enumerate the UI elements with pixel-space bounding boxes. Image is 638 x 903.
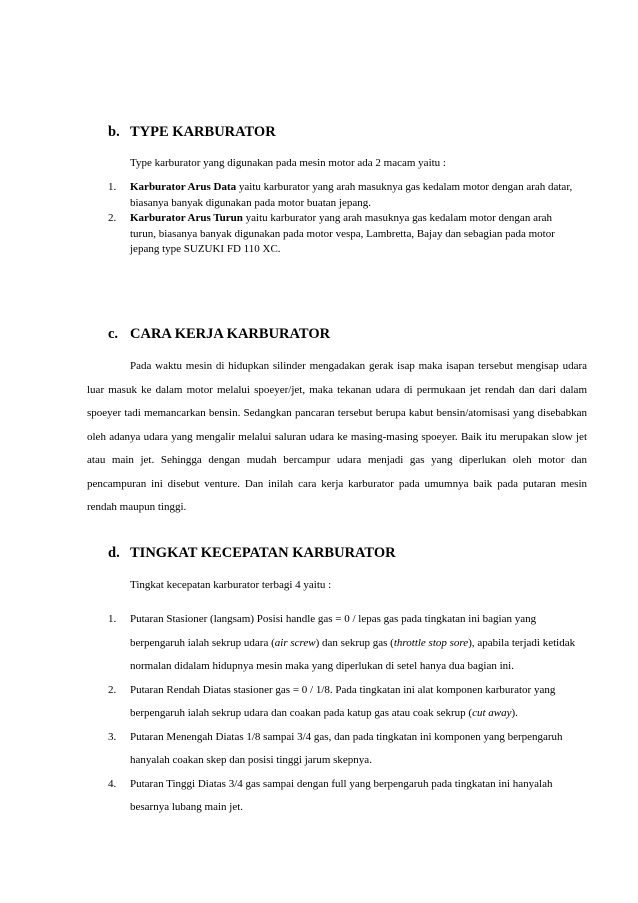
item-text [130, 773, 578, 820]
section-c-title: CARA KERJA KARBURATOR [130, 326, 331, 342]
item-number: 1. [108, 181, 117, 193]
item-term: Karburator Arus Data [130, 181, 237, 193]
section-d-heading [108, 545, 396, 562]
section-c-letter: c. [108, 326, 119, 342]
list-item [108, 211, 578, 258]
item-number: 1. [108, 613, 117, 625]
item-italic-term: cut away [472, 707, 512, 719]
section-d-title: TINGKAT KECEPATAN KARBURATOR [130, 545, 396, 561]
section-b-heading [108, 124, 276, 141]
item-text [130, 608, 578, 679]
item-number: 3. [108, 730, 117, 743]
item-number: 4. [108, 777, 117, 790]
section-d-list [108, 608, 578, 820]
item-text-part: ). [511, 707, 518, 719]
list-item [108, 726, 578, 773]
item-italic-term: throttle stop sore [393, 636, 469, 649]
item-description: yaitu karburator yang arah masuknya gas kedalam motor dengan arah datar, biasanya banyak digunakan pada motor buatan jepang. [130, 181, 573, 209]
item-description: yaitu karburator yang arah masuknya gas kedalam motor dengan arah turun, biasanya banyak digunakan pada motor vespa, Lambretta, Bajay dan sebagian pada motor jepang type SUZUKI FD 110 XC. [130, 212, 555, 255]
section-d-letter: d. [108, 545, 120, 561]
list-item [108, 679, 578, 726]
section-c-paragraph [87, 355, 587, 520]
item-text-part: Putaran Stasioner (langsam) Posisi handle gas = 0 / lepas gas pada tingkatan ini bagian yang berpengaruh ialah sekrup udara ( [130, 613, 537, 649]
item-text [130, 211, 578, 258]
item-text [130, 726, 578, 773]
section-b-title: TYPE KARBURATOR [130, 124, 276, 140]
item-text-part: Putaran Rendah Diatas stasioner gas = 0 / 1/8. Pada tingkatan ini alat komponen karburator yang berpengaruh ialah sekrup udara dan coakan pada katup gas atau coak sekrup ( [130, 683, 556, 719]
item-text [130, 180, 578, 211]
list-item [108, 180, 578, 211]
item-number: 2. [108, 212, 117, 224]
section-b-list [108, 180, 578, 258]
list-item [108, 773, 578, 820]
item-text [130, 679, 578, 726]
item-italic-term: air screw [274, 636, 316, 649]
section-c-heading [108, 326, 330, 343]
item-text-part: ) dan sekrup gas ( [315, 636, 394, 649]
item-text-part: Putaran Menengah Diatas 1/8 sampai 3/4 gas, dan pada tingkatan ini komponen yang berpengaruh hanyalah coakan skep dan posisi tinggi jarum skepnya. [130, 730, 563, 766]
section-d-intro: Tingkat kecepatan karburator terbagi 4 yaitu : [130, 579, 332, 591]
item-text-part: ), apabila terjadi ketidak normalan didalam hidupnya mesin maka yang diperlukan di setel hanya dua bagian ini. [130, 636, 576, 672]
section-b-intro: Type karburator yang digunakan pada mesin motor ada 2 macam yaitu : [130, 157, 446, 169]
item-number: 2. [108, 683, 117, 696]
section-b-letter: b. [108, 124, 120, 140]
item-text-part: Putaran Tinggi Diatas 3/4 gas sampai dengan full yang berpengaruh pada tingkatan ini hanyalah besarnya lubang main jet. [130, 777, 553, 813]
item-term: Karburator Arus Turun [130, 212, 243, 224]
list-item [108, 608, 578, 679]
paragraph-text: Pada waktu mesin di hidupkan silinder mengadakan gerak isap maka isapan tersebut mengisap udara luar masuk ke dalam motor melalui spoeyer/jet, maka tekanan udara di permukaan jet rendah dan dari dalam spoeyer tadi memancarkan bensin. Sedangkan pancaran tersebut berupa kabut bensin/atomisasi yang disebabkan oleh adanya udara yang mengalir melalui saluran udara ke masing-masing spoeyer. Baik itu merupakan slow jet atau main jet. Sehingga dengan mudah bercampur udara menjadi gas yang diperlukan oleh motor dan pencampuran ini disebut venture. Dan inilah cara kerja karburator pada umumnya baik pada putaran mesin rendah maupun tinggi. [87, 360, 587, 513]
